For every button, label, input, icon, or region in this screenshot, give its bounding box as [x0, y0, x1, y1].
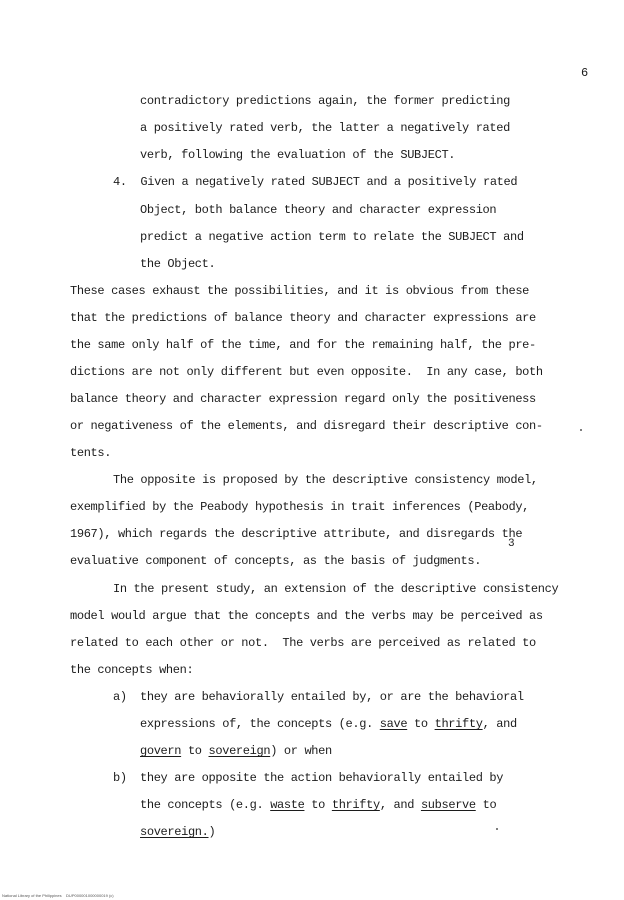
paragraph-line: These cases exhaust the possibilities, and it is obvious from these [70, 284, 530, 298]
text-line: contradictory predictions again, the former predicting [140, 94, 510, 108]
list-marker-a: a) [113, 690, 127, 704]
text-span: ) [208, 825, 216, 839]
text-span: , and [379, 798, 421, 812]
text-line: a positively rated verb, the latter a negatively rated [140, 121, 510, 135]
paragraph-line: that the predictions of balance theory and character expressions are [70, 311, 536, 325]
footer-library: National Library of the Philippines [2, 893, 62, 898]
list-marker-b: b) [113, 771, 127, 785]
example-word: sovereign. [140, 825, 209, 839]
text-span: to [475, 798, 497, 812]
text-span: expressions of, the concepts (e.g. [140, 717, 380, 731]
example-line [140, 798, 496, 812]
text-span: the concepts (e.g. [140, 798, 271, 812]
scan-speck [496, 828, 498, 830]
example-line [140, 717, 517, 731]
example-word: subserve [420, 798, 476, 812]
text-span: to [181, 744, 209, 758]
paragraph-line: evaluative component of concepts, as the basis of judgments. [70, 554, 482, 568]
text-span: , and [482, 717, 517, 731]
text-line: Object, both balance theory and character expression [140, 203, 497, 217]
paragraph-line: the concepts when: [70, 663, 194, 677]
text-line: the Object. [140, 257, 216, 271]
paragraph-line: dictions are not only different but even opposite. In any case, both [70, 365, 543, 379]
text-line: they are behaviorally entailed by, or are the behavioral [140, 690, 524, 704]
list-item-4: 4. Given a negatively rated SUBJECT and a positively rated [113, 175, 518, 189]
example-word: sovereign [208, 744, 271, 758]
footnote-marker: 3 [508, 538, 515, 550]
paragraph-line: or negativeness of the elements, and disregard their descriptive con- [70, 419, 543, 433]
footer-code: DUP000001000000019 (c) [66, 893, 114, 898]
paragraph-line: tents. [70, 446, 112, 460]
example-word: thrifty [434, 717, 483, 731]
paragraph-line: model would argue that the concepts and the verbs may be perceived as [70, 609, 543, 623]
text-span: ) or when [270, 744, 332, 758]
paragraph-line: related to each other or not. The verbs are perceived as related to [70, 636, 536, 650]
paragraph-line: In the present study, an extension of the descriptive consistency [113, 582, 559, 596]
paragraph-line: 1967), which regards the descriptive attribute, and disregards the [70, 527, 523, 541]
example-word: save [379, 717, 408, 731]
example-line [140, 744, 332, 758]
scan-speck [580, 429, 582, 431]
scan-footer [2, 893, 114, 898]
paragraph-line: the same only half of the time, and for the remaining half, the pre- [70, 338, 536, 352]
example-word: waste [270, 798, 305, 812]
text-line: predict a negative action term to relate the SUBJECT and [140, 230, 524, 244]
example-word: govern [140, 744, 182, 758]
paragraph-line: The opposite is proposed by the descriptive consistency model, [113, 473, 538, 487]
text-line: verb, following the evaluation of the SUBJECT. [140, 148, 456, 162]
text-span: to [304, 798, 332, 812]
example-word: thrifty [331, 798, 380, 812]
example-line [140, 825, 215, 839]
page-number: 6 [581, 66, 589, 80]
paragraph-line: balance theory and character expression regard only the positiveness [70, 392, 536, 406]
text-span: to [407, 717, 435, 731]
text-line: they are opposite the action behaviorally entailed by [140, 771, 504, 785]
paragraph-line: exemplified by the Peabody hypothesis in trait inferences (Peabody, [70, 500, 530, 514]
